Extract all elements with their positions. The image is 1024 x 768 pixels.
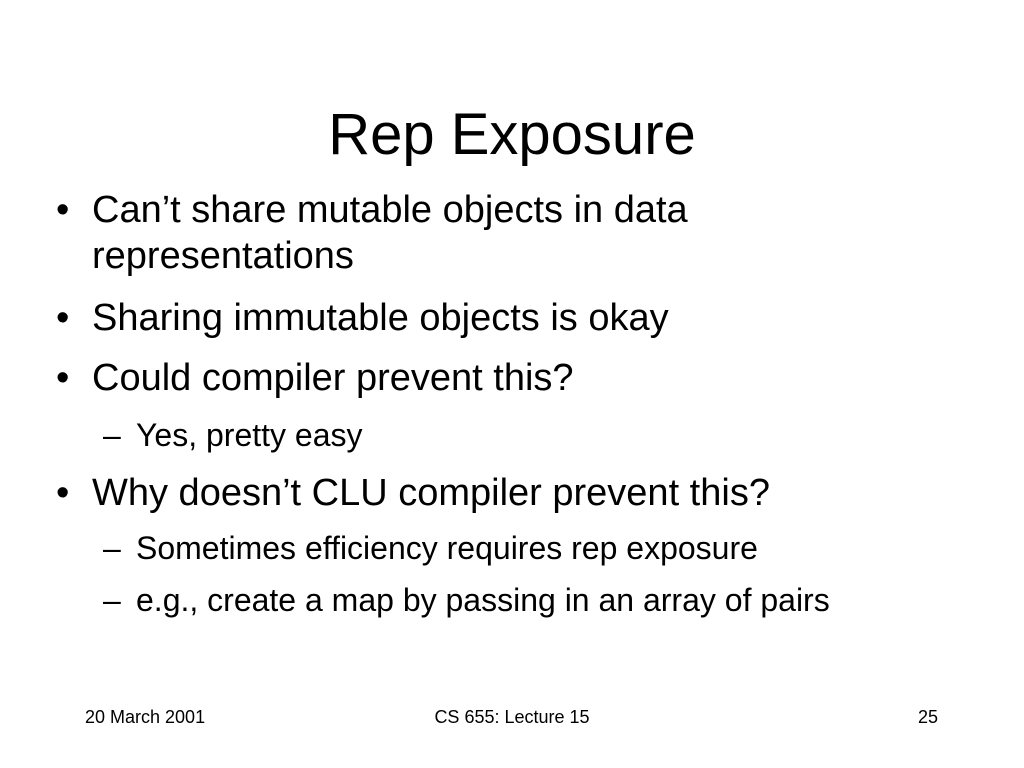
- bullet-item: [56, 470, 856, 516]
- sub-bullet-text: Yes, pretty easy: [136, 417, 363, 453]
- footer-date: 20 March 2001: [85, 707, 206, 727]
- footer-course: CS 655: Lecture 15: [434, 707, 590, 727]
- bullet-item: [56, 355, 856, 401]
- sub-bullet-text: e.g., create a map by passing in an array of pairs: [136, 582, 830, 618]
- bullet-text: Can’t share mutable objects in data representations: [92, 189, 688, 277]
- slide-title: Rep Exposure: [328, 102, 696, 167]
- footer-page-number: 25: [917, 707, 938, 727]
- bullet-marker: •: [56, 472, 70, 514]
- sub-bullet-marker: –: [103, 582, 121, 618]
- sub-bullet-marker: –: [103, 530, 121, 566]
- sub-bullet-item: [103, 580, 923, 620]
- bullet-text: Why doesn’t CLU compiler prevent this?: [92, 472, 770, 514]
- sub-bullet-marker: –: [103, 417, 121, 453]
- bullet-text: Could compiler prevent this?: [92, 357, 574, 399]
- bullet-item: [56, 187, 856, 279]
- sub-bullet-item: [103, 528, 923, 568]
- sub-bullet-text: Sometimes efficiency requires rep exposure: [136, 530, 758, 566]
- sub-bullet-item: [103, 415, 923, 455]
- bullet-marker: •: [56, 357, 70, 399]
- bullet-marker: •: [56, 189, 70, 231]
- bullet-text: Sharing immutable objects is okay: [92, 297, 669, 339]
- bullet-marker: •: [56, 297, 70, 339]
- bullet-item: [56, 295, 856, 341]
